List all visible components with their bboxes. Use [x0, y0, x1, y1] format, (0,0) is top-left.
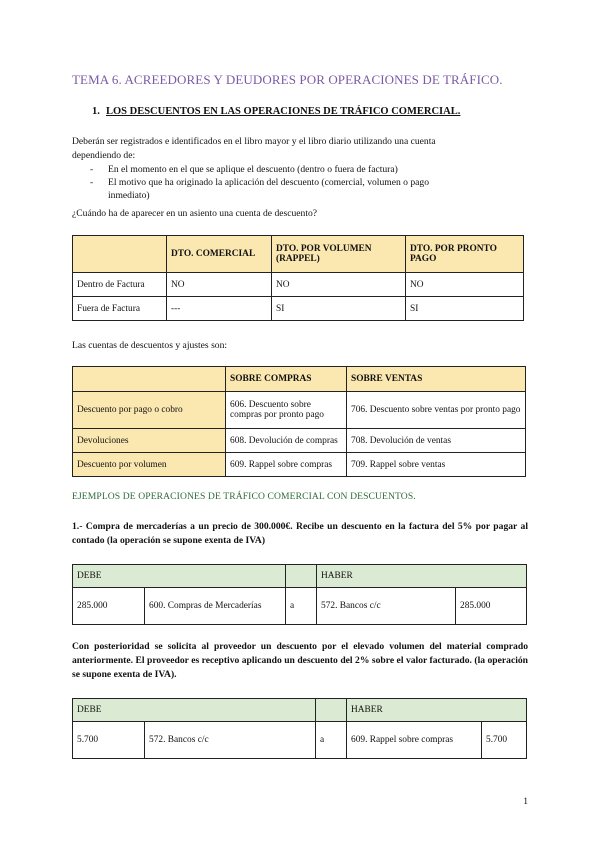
- journal-entry-2: [72, 698, 527, 759]
- table-row: Devoluciones 608. Devolución de compras 708. Devolución de ventas: [73, 429, 526, 453]
- journal-row: 285.000 600. Compras de Mercaderías a 572. Bancos c/c 285.000: [73, 588, 527, 625]
- list-item: - El motivo que ha originado la aplicación del descuento (comercial, volumen o pago inmediato): [90, 177, 430, 201]
- intro-line-1: Deberán ser registrados e identificados en el libro mayor y el libro diario utilizando una cuenta: [72, 136, 436, 147]
- journal-row: 5.700 572. Bancos c/c a 609. Rappel sobre compras 5.700: [73, 722, 527, 759]
- table-row: Fuera de Factura --- SI SI: [73, 297, 524, 321]
- list-item: - En el momento en el que se aplique el descuento (dentro o fuera de factura): [90, 164, 398, 175]
- journal-header-row: DEBE HABER: [73, 565, 527, 588]
- table-header-row: DTO. COMERCIAL DTO. POR VOLUMEN (RAPPEL) DTO. POR PRONTO PAGO: [73, 236, 524, 273]
- table-row: Dentro de Factura NO NO NO: [73, 273, 524, 297]
- section-heading: [92, 106, 460, 117]
- discount-timing-table: [72, 235, 524, 321]
- example-2-text: Con posterioridad se solicita al proveedor un descuento por el elevado volumen del material comprado anteriormente. El proveedor es receptivo aplicando un descuento del 2% sobre el valor facturado. (la operación se supone exenta de IVA).: [72, 641, 528, 680]
- discount-accounts-table: [72, 366, 526, 477]
- intro-line-2: dependiendo de:: [72, 150, 136, 161]
- table-row: Descuento por volumen 609. Rappel sobre compras 709. Rappel sobre ventas: [73, 453, 526, 477]
- question-text: ¿Cuándo ha de aparecer en un asiento una cuenta de descuento?: [72, 208, 318, 219]
- section-heading-text: LOS DESCUENTOS EN LAS OPERACIONES DE TRÁFICO COMERCIAL.: [106, 106, 461, 117]
- journal-header-row: DEBE HABER: [73, 699, 527, 722]
- document-title: TEMA 6. ACREEDORES Y DEUDORES POR OPERACIONES DE TRÁFICO.: [72, 72, 503, 87]
- accounts-intro: Las cuentas de descuentos y ajustes son:: [72, 340, 228, 351]
- table-row: Descuento por pago o cobro 606. Descuento sobre compras por pronto pago 706. Descuento sobre ventas por pronto pago: [73, 392, 526, 429]
- table-header-row: SOBRE COMPRAS SOBRE VENTAS: [73, 367, 526, 392]
- example-1-text: 1.- Compra de mercaderías a un precio de 300.000€. Recibe un descuento en la factura del 5% por pagar al contado (la operación se supone exenta de IVA): [72, 521, 528, 546]
- section-number: 1.: [92, 106, 100, 117]
- journal-entry-1: [72, 564, 527, 625]
- examples-heading: EJEMPLOS DE OPERACIONES DE TRÁFICO COMERCIAL CON DESCUENTOS.: [72, 491, 416, 502]
- bullet-list: [90, 163, 518, 202]
- page-number: 1: [523, 796, 528, 807]
